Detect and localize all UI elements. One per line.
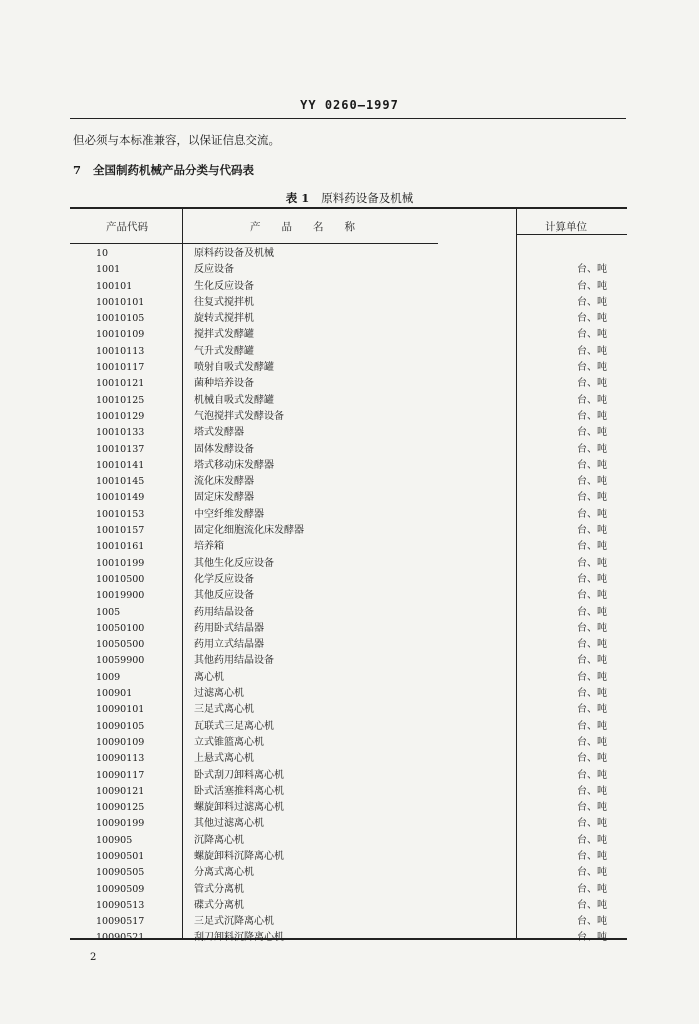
unit: 台、吨 (577, 329, 607, 341)
unit: 台、吨 (577, 508, 607, 520)
unit: 台、吨 (577, 720, 607, 732)
product-name: 塔式发酵器 (194, 427, 244, 439)
product-name: 药用结晶设备 (194, 606, 254, 618)
product-name: 其他反应设备 (194, 590, 254, 602)
section-title: 全国制药机械产品分类与代码表 (93, 163, 255, 177)
product-code: 1001 (96, 264, 121, 276)
table-row (70, 605, 627, 621)
table-row (70, 474, 627, 490)
product-code: 10 (96, 248, 109, 259)
unit: 台、吨 (577, 541, 607, 553)
table-row (70, 637, 627, 653)
product-name: 气泡搅拌式发酵设备 (194, 410, 284, 422)
product-code: 10090199 (96, 818, 145, 830)
product-code: 10090513 (96, 899, 145, 911)
unit: 台、吨 (577, 818, 607, 830)
unit: 台、吨 (577, 736, 607, 748)
table-row (70, 833, 627, 849)
product-code: 10050500 (96, 639, 145, 651)
unit: 台、吨 (577, 850, 607, 862)
table-body (70, 246, 627, 947)
product-name: 沉降离心机 (194, 834, 244, 846)
unit: 台、吨 (577, 362, 607, 374)
product-name: 培养箱 (194, 541, 224, 553)
product-name: 分离式离心机 (194, 867, 254, 879)
product-name: 流化床发酵器 (194, 476, 254, 488)
product-code: 100901 (96, 688, 133, 700)
product-code: 10019900 (96, 590, 145, 602)
unit: 台、吨 (577, 867, 607, 879)
table-row (70, 898, 627, 914)
table-row (70, 262, 627, 278)
table-row (70, 425, 627, 441)
unit: 台、吨 (577, 573, 607, 585)
product-code: 100905 (96, 834, 133, 846)
table-row (70, 588, 627, 604)
table-row (70, 327, 627, 343)
product-name: 固体发酵设备 (194, 443, 254, 455)
table-row (70, 295, 627, 311)
unit: 台、吨 (577, 476, 607, 488)
product-name: 瓦联式三足离心机 (194, 720, 274, 732)
product-code: 10010101 (96, 296, 145, 308)
intro-text: 但必须与本标准兼容，以保证信息交流。 (73, 133, 280, 147)
table-row (70, 539, 627, 555)
product-code: 10010153 (96, 508, 145, 520)
product-code: 10090101 (96, 704, 145, 716)
product-code: 10010137 (96, 443, 145, 455)
product-name: 螺旋卸料沉降离心机 (194, 850, 284, 862)
unit: 台、吨 (577, 932, 607, 944)
product-name: 中空纤维发酵器 (194, 508, 264, 520)
table-row (70, 816, 627, 832)
product-name: 管式分离机 (194, 883, 244, 895)
table-row (70, 719, 627, 735)
product-code: 10090117 (96, 769, 145, 781)
product-name: 上悬式离心机 (194, 753, 254, 765)
product-code: 10010113 (96, 345, 145, 357)
table-title: 原料药设备及机械 (321, 191, 414, 205)
unit: 台、吨 (577, 345, 607, 357)
table-row (70, 490, 627, 506)
table-number: 表 1 (285, 191, 310, 205)
product-name: 固定床发酵器 (194, 492, 254, 504)
product-code: 10010145 (96, 476, 145, 488)
table-row (70, 768, 627, 784)
product-code-table (70, 207, 627, 944)
product-code: 10010105 (96, 313, 145, 325)
product-code: 10090105 (96, 720, 145, 732)
product-name: 喷射自吸式发酵罐 (194, 362, 274, 374)
unit: 台、吨 (577, 525, 607, 537)
product-name: 生化反应设备 (194, 280, 254, 292)
product-code: 10090521 (96, 932, 145, 944)
product-code: 100101 (96, 280, 133, 292)
product-name: 搅拌式发酵罐 (194, 329, 254, 341)
table-row (70, 279, 627, 295)
unit: 台、吨 (577, 557, 607, 569)
product-name: 菌种培养设备 (194, 378, 254, 390)
unit: 台、吨 (577, 704, 607, 716)
table-row (70, 442, 627, 458)
table-row (70, 556, 627, 572)
product-code: 10010199 (96, 557, 145, 569)
product-name: 药用立式结晶器 (194, 639, 264, 651)
unit: 台、吨 (577, 264, 607, 276)
unit: 台、吨 (577, 753, 607, 765)
unit: 台、吨 (577, 443, 607, 455)
product-code: 1009 (96, 671, 121, 683)
product-name: 卧式刮刀卸料离心机 (194, 769, 284, 781)
unit: 台、吨 (577, 639, 607, 651)
product-name: 螺旋卸料过滤离心机 (194, 802, 284, 814)
standard-code-header: YY 0260—1997 (300, 98, 399, 112)
product-name: 离心机 (194, 671, 224, 683)
table-row (70, 344, 627, 360)
product-code: 10010125 (96, 394, 145, 406)
product-code: 10010133 (96, 427, 145, 439)
product-code: 10010149 (96, 492, 145, 504)
section-number: 7 (73, 163, 82, 177)
table-row (70, 458, 627, 474)
unit: 台、吨 (577, 296, 607, 308)
table-row (70, 621, 627, 637)
table-row (70, 409, 627, 425)
header-divider (70, 243, 438, 244)
product-code: 10090517 (96, 916, 145, 928)
product-name: 立式锥篮离心机 (194, 736, 264, 748)
product-code: 10090501 (96, 850, 145, 862)
column-header-name: 产 品 名 称 (250, 221, 355, 233)
table-row (70, 686, 627, 702)
product-code: 10090509 (96, 883, 145, 895)
product-code: 10010157 (96, 525, 145, 537)
unit: 台、吨 (577, 606, 607, 618)
unit: 台、吨 (577, 671, 607, 683)
product-name: 三足式离心机 (194, 704, 254, 716)
unit: 台、吨 (577, 622, 607, 634)
table-row (70, 572, 627, 588)
product-name: 碟式分离机 (194, 899, 244, 911)
unit: 台、吨 (577, 459, 607, 471)
product-code: 10090113 (96, 753, 145, 765)
product-code: 10010109 (96, 329, 145, 341)
product-name: 化学反应设备 (194, 573, 254, 585)
product-name: 其他药用结晶设备 (194, 655, 274, 667)
product-name: 其他生化反应设备 (194, 557, 274, 569)
unit: 台、吨 (577, 313, 607, 325)
table-caption (0, 190, 699, 206)
column-header-code: 产品代码 (106, 221, 148, 233)
unit: 台、吨 (577, 916, 607, 928)
product-code: 10050100 (96, 622, 145, 634)
unit: 台、吨 (577, 655, 607, 667)
section-heading (73, 162, 254, 178)
unit: 台、吨 (577, 769, 607, 781)
product-code: 10090505 (96, 867, 145, 879)
product-code: 10090121 (96, 785, 145, 797)
unit: 台、吨 (577, 899, 607, 911)
product-name: 三足式沉降离心机 (194, 916, 274, 928)
product-code: 1005 (96, 606, 121, 618)
table-row (70, 376, 627, 392)
product-code: 10010161 (96, 541, 145, 553)
page-number: 2 (90, 952, 97, 963)
table-row (70, 360, 627, 376)
table-row (70, 311, 627, 327)
unit: 台、吨 (577, 492, 607, 504)
table-row (70, 751, 627, 767)
table-row (70, 523, 627, 539)
table-row (70, 849, 627, 865)
table-row (70, 670, 627, 686)
product-code: 10090109 (96, 736, 145, 748)
table-row (70, 784, 627, 800)
unit: 台、吨 (577, 394, 607, 406)
product-name: 固定化细胞流化床发酵器 (194, 525, 304, 537)
table-row (70, 653, 627, 669)
product-name: 过滤离心机 (194, 688, 244, 700)
table-row (70, 507, 627, 523)
unit: 台、吨 (577, 834, 607, 846)
header-rule (70, 118, 626, 119)
product-code: 10010500 (96, 573, 145, 585)
product-code: 10059900 (96, 655, 145, 667)
product-code: 10010117 (96, 362, 145, 374)
product-name: 其他过滤离心机 (194, 818, 264, 830)
unit: 台、吨 (577, 688, 607, 700)
product-name: 药用卧式结晶器 (194, 622, 264, 634)
unit: 台、吨 (577, 410, 607, 422)
product-code: 10090125 (96, 802, 145, 814)
product-name: 往复式搅拌机 (194, 296, 254, 308)
column-header-unit: 计算单位 (545, 221, 587, 233)
product-name: 原料药设备及机械 (194, 248, 274, 259)
product-name: 机械自吸式发酵罐 (194, 394, 274, 406)
unit: 台、吨 (577, 802, 607, 814)
product-name: 刮刀卸料沉降离心机 (194, 932, 284, 944)
table-row (70, 800, 627, 816)
table-row (70, 246, 627, 262)
unit: 台、吨 (577, 590, 607, 602)
table-row (70, 865, 627, 881)
unit: 台、吨 (577, 883, 607, 895)
product-code: 10010141 (96, 459, 145, 471)
table-row (70, 930, 627, 946)
product-name: 旋转式搅拌机 (194, 313, 254, 325)
unit: 台、吨 (577, 427, 607, 439)
unit: 台、吨 (577, 378, 607, 390)
product-name: 塔式移动床发酵器 (194, 459, 274, 471)
table-row (70, 735, 627, 751)
unit: 台、吨 (577, 785, 607, 797)
header-divider-unit (516, 234, 627, 235)
table-row (70, 882, 627, 898)
table-row (70, 393, 627, 409)
product-code: 10010121 (96, 378, 145, 390)
product-name: 卧式活塞推料离心机 (194, 785, 284, 797)
unit: 台、吨 (577, 280, 607, 292)
product-code: 10010129 (96, 410, 145, 422)
product-name: 反应设备 (194, 264, 234, 276)
table-row (70, 914, 627, 930)
product-name: 气升式发酵罐 (194, 345, 254, 357)
table-row (70, 702, 627, 718)
